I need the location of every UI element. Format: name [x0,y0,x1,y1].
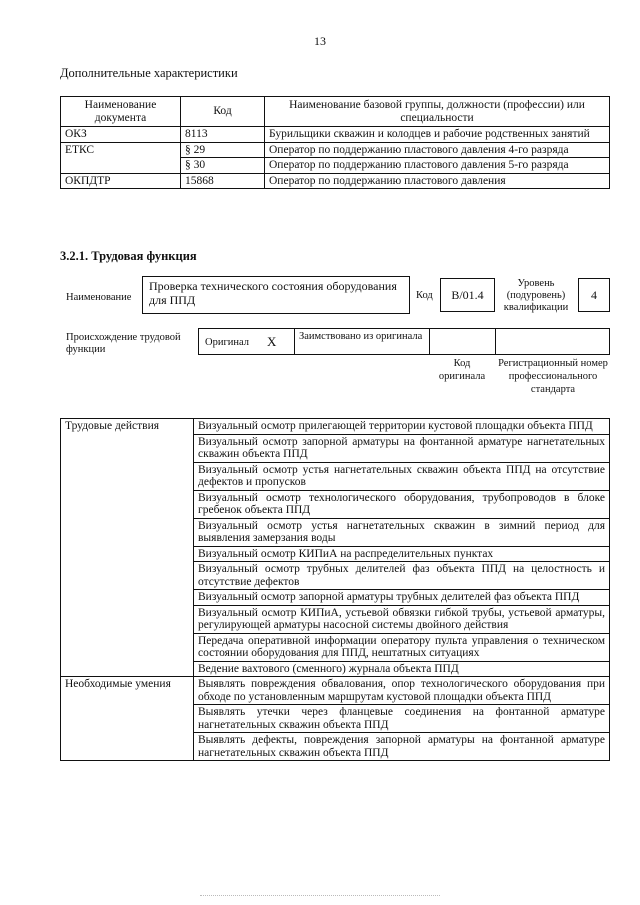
action-item: Визуальный осмотр трубных делителей фаз объекта ППД на целостность и отсутствие дефектов [194,562,610,590]
table-row [61,419,610,435]
additional-table [60,96,610,189]
skill-item: Выявлять дефекты, повреждения запорной арматуры на фонтанной арматуре нагнетательных скважин объекта ППД [194,733,610,761]
work-table [60,418,610,761]
origin-label: Происхождение трудовой функции [66,332,181,355]
level-label: Уровень (подуровень) квалификации [503,278,569,313]
name-cell: Оператор по поддержанию пластового давления 4-го разряда [265,142,610,158]
action-item: Визуальный осмотр прилегающей территории кустовой площадки объекта ППД [194,419,610,435]
action-item: Передача оперативной информации оператору пульта управления о техническом состоянии оборудования для ППД, нештатных ситуациях [194,633,610,661]
code-orig-caption: Код оригинала [438,358,486,382]
actions-label: Трудовые действия [61,419,194,677]
skill-item: Выявлять утечки через фланцевые соединения на фонтанной арматуре нагнетательных скважин объекта ППД [194,705,610,733]
page-number: 13 [314,34,326,48]
name-cell: Бурильщики скважин и колодцев и рабочие родственных занятий [265,127,610,143]
action-item: Визуальный осмотр запорной арматуры на фонтанной арматуре нагнетательных скважин объекта ППД [194,434,610,462]
col-header-name: Наименование базовой группы, должности (профессии) или специальности [265,97,610,127]
code-label: Код [416,290,433,301]
function-heading: 3.2.1. Трудовая функция [60,249,197,263]
col-header-code: Код [181,97,265,127]
table-row [61,142,610,158]
doc-cell: ЕТКС [61,142,181,173]
doc-cell: ОКЗ [61,127,181,143]
action-item: Визуальный осмотр КИПиА на распределительных пунктах [194,546,610,562]
action-item: Визуальный осмотр устья нагнетательных скважин объекта ППД на отсутствие дефектов и пропусков [194,462,610,490]
action-item: Визуальный осмотр запорной арматуры трубных делителей фаз объекта ППД [194,590,610,606]
reg-num-caption: Регистрационный номер профессионального стандарта [498,358,608,395]
code-cell: 15868 [181,173,265,189]
code-cell: 8113 [181,127,265,143]
page-bottom-line [200,895,440,896]
skill-item: Выявлять повреждения обвалования, опор технологического оборудования при обходе по установленным маршрутам кустовой площадки объекта ППД [194,677,610,705]
table-row [61,127,610,143]
name-label: Наименование [66,292,132,303]
code-cell: § 29 [181,142,265,158]
divider [495,328,496,355]
col-header-doc: Наименование документа [61,97,181,127]
name-cell: Оператор по поддержанию пластового давления 5-го разряда [265,158,610,174]
original-mark: X [267,334,277,349]
origin-box [198,328,610,355]
action-item: Визуальный осмотр КИПиА, устьевой обвязки гибкой трубы, устьевой арматуры, регулирующей арматуры насосной системы двойного действия [194,605,610,633]
function-code-value: B/01.4 [440,278,495,312]
additional-title: Дополнительные характеристики [60,66,238,80]
table-row [61,677,610,705]
borrowed-label: Заимствовано из оригинала [299,331,423,342]
action-item: Визуальный осмотр устья нагнетательных скважин в зимний период для выявления замерзания воды [194,518,610,546]
code-cell: § 30 [181,158,265,174]
divider [294,328,295,355]
original-label: Оригинал [205,337,249,348]
name-cell: Оператор по поддержанию пластового давления [265,173,610,189]
table-header-row [61,97,610,127]
action-item: Визуальный осмотр технологического оборудования, трубопроводов в блоке гребенок объекта ППД [194,490,610,518]
function-name-value: Проверка технического состояния оборудования для ППД [142,276,410,314]
doc-cell: ОКПДТР [61,173,181,189]
action-item: Ведение вахтового (сменного) журнала объекта ППД [194,661,610,677]
skills-label: Необходимые умения [61,677,194,761]
divider [429,328,430,355]
level-value: 4 [578,278,610,312]
table-row [61,173,610,189]
